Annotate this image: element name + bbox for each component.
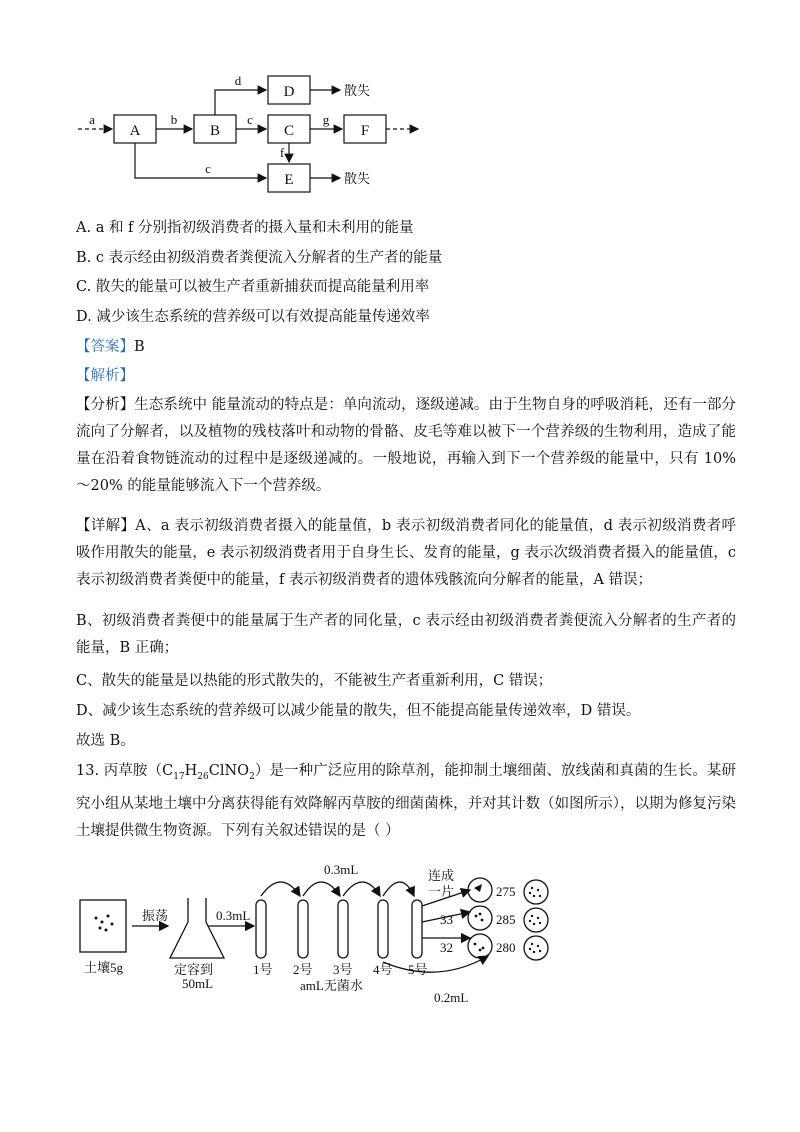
count-275: 275 [496,884,516,899]
answer-line [76,337,145,357]
answer-label: 【答案】 [76,339,134,355]
box-D: D [283,84,295,100]
fenxi-label: 【分析】 [76,397,135,413]
first-transfer-label: 0.3mL [216,908,251,923]
option-c: C. 散失的能量可以被生产者重新捕获而提高能量利用率 [76,279,430,295]
count-285: 285 [496,912,516,927]
box-A: A [129,123,141,139]
shake-label: 振荡 [142,908,169,923]
tube-4-label: 4号 [373,962,393,977]
tube-5-label: 5号 [408,962,428,977]
xiangjie-label: 【详解】 [76,518,136,534]
energy-flow-diagram [78,60,438,200]
detail-b: B、初级消费者粪便中的能量属于生产者的同化量，c 表示经由初级消费者粪便流入分解者的生产者的能量，B 正确； [76,613,736,656]
flask-label-1: 定容到 [174,962,214,977]
arrow-label-b: b [170,112,178,127]
option-b: B. c 表示经由初级消费者粪便流入分解者的生产者的能量 [76,250,443,266]
flask-label-2: 50mL [182,976,214,991]
detail-c: C、散失的能量是以热能的形式散失的，不能被生产者重新利用，C 错误； [76,673,553,689]
arrow-label-f: f [279,145,285,160]
xiangjie-text: A、a 表示初级消费者摄入的能量值，b 表示初级消费者同化的能量值，d 表示初级消费者呼吸作用散失的能量，e 表示初级消费者用于自身生长、发育的能量，g 表示次级消费者摄入的能量值，c 表示初级消费者粪便中的能量，f 表示初级消费者的遗体残骸流向分解者的能量，A 错误； [76,518,736,588]
soil-label: 土壤5g [84,960,124,975]
tube-1-label: 1号 [253,962,273,977]
box-F: F [360,123,370,139]
conclusion: 故选 B。 [76,733,135,749]
box-C: C [283,123,295,139]
count-33: 33 [440,912,453,927]
arrow-label-d: d [234,73,242,88]
loss-label-1: 散失 [344,83,371,98]
sterile-water-label: amL无菌水 [300,978,363,993]
confluent-label-1: 连成 [428,868,455,883]
confluent-label-2: 一片 [428,884,455,899]
count-280: 280 [496,940,516,955]
option-a: A. a 和 f 分别指初级消费者的摄入量和未利用的能量 [76,220,414,236]
option-d: D. 减少该生态系统的营养级可以有效提高能量传递效率 [76,309,430,325]
fenxi-text: 生态系统中 能量流动的特点是：单向流动，逐级递减。由于生物自身的呼吸消耗，还有一部分流向了分解者，以及植物的残枝落叶和动物的骨骼、皮毛等难以被下一个营养级的生物利用，造成了能量在沿着食物链流动的过程中是逐级递减的。一般地说，再输入到下一个营养级的能量中，只有 10%～20% 的能量能够流入下一个营养级。 [76,397,737,494]
arrow-label-c: c [247,112,253,127]
detail-d: D、减少该生态系统的营养级可以减少能量的散失，但不能提高能量传递效率，D 错误。 [76,703,641,719]
box-B: B [209,123,221,139]
arrow-label-g: g [322,112,330,127]
analysis-label: 【解析】 [76,368,134,384]
analysis-paragraph [76,392,736,500]
detail-paragraph [76,513,736,594]
loss-label-2: 散失 [344,171,371,186]
dilution-figure [78,860,558,1010]
serial-transfer-label: 0.3mL [324,862,359,877]
tube-3-label: 3号 [333,962,353,977]
arrow-label-a: a [89,112,95,127]
arrow-label-c2: c [205,161,211,176]
tube-2-label: 2号 [293,962,313,977]
count-32: 32 [440,940,453,955]
plating-volume-label: 0.2mL [434,990,469,1005]
answer-value: B [134,339,145,355]
box-E: E [284,172,294,188]
question-13: 13. 丙草胺$(C_{17}H_{26}ClNO_2)$是一种广泛应用的除草剂，能抑制土壤细菌、放线菌和真菌的生长。某研究小组从某地土壤中分离获得能有效降解丙草胺的细菌菌株，并对其计数（如图所示），以期为修复污染土壤提供微生物资源。下列有关叙述错误的是（ ） [76,763,737,839]
